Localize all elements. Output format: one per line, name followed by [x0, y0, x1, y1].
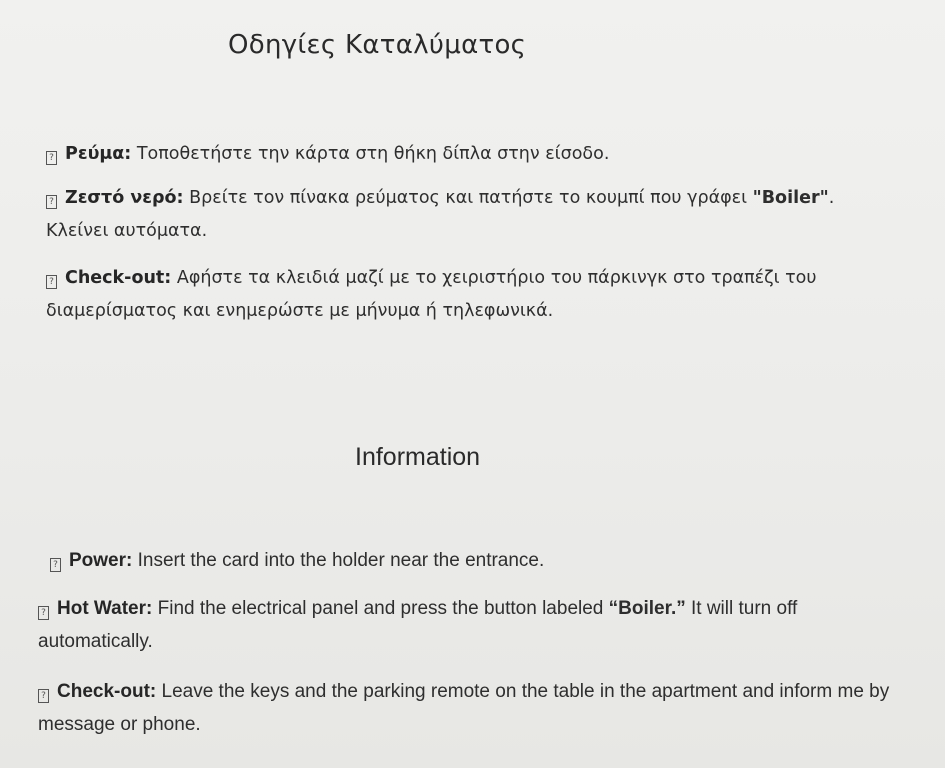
greek-item-label: Ρεύμα:: [65, 144, 132, 164]
english-item-text: Find the electrical panel and press the button labeled: [152, 598, 609, 619]
greek-item-label: Check-out:: [65, 268, 172, 288]
greek-item-power: [46, 138, 906, 171]
greek-item-text: Τοποθετήστε την κάρτα στη θήκη δίπλα στην είσοδο.: [131, 144, 610, 164]
english-item-text-after: It will turn off automatically.: [38, 598, 798, 652]
missing-glyph-icon: ?: [38, 689, 49, 703]
english-item-label: Hot Water:: [57, 598, 153, 619]
greek-item-check-out: [46, 262, 896, 328]
english-item-check-out: [38, 675, 898, 741]
english-item-text: Insert the card into the holder near the entrance.: [132, 550, 545, 571]
greek-item-text-after: . Κλείνει αυτόματα.: [46, 188, 835, 241]
greek-item-label: Ζεστό νερό:: [65, 188, 184, 208]
english-item-text: Leave the keys and the parking remote on the table in the apartment and inform me by message or phone.: [38, 681, 890, 735]
english-title: Information: [355, 443, 481, 471]
missing-glyph-icon: ?: [50, 558, 61, 572]
greek-item-text: Βρείτε τον πίνακα ρεύματος και πατήστε το κουμπί που γράφει: [183, 188, 753, 208]
greek-title: Οδηγίες Καταλύματος: [228, 30, 527, 60]
greek-item-emphasis: "Boiler": [752, 188, 829, 208]
greek-item-text: Αφήστε τα κλειδιά μαζί με το χειριστήριο του πάρκινγκ στο τραπέζι του διαμερίσματος και ενημερώστε με μήνυμα ή τηλεφωνικά.: [46, 268, 817, 321]
missing-glyph-icon: ?: [46, 275, 57, 289]
missing-glyph-icon: ?: [46, 195, 57, 209]
english-item-emphasis: “Boiler.”: [608, 598, 686, 619]
missing-glyph-icon: ?: [46, 151, 57, 165]
english-item-hot-water: [38, 592, 898, 658]
english-item-label: Check-out:: [57, 681, 157, 702]
english-item-power: [50, 544, 910, 577]
missing-glyph-icon: ?: [38, 606, 49, 620]
english-item-label: Power:: [69, 550, 133, 571]
greek-item-hot-water: [46, 182, 836, 248]
